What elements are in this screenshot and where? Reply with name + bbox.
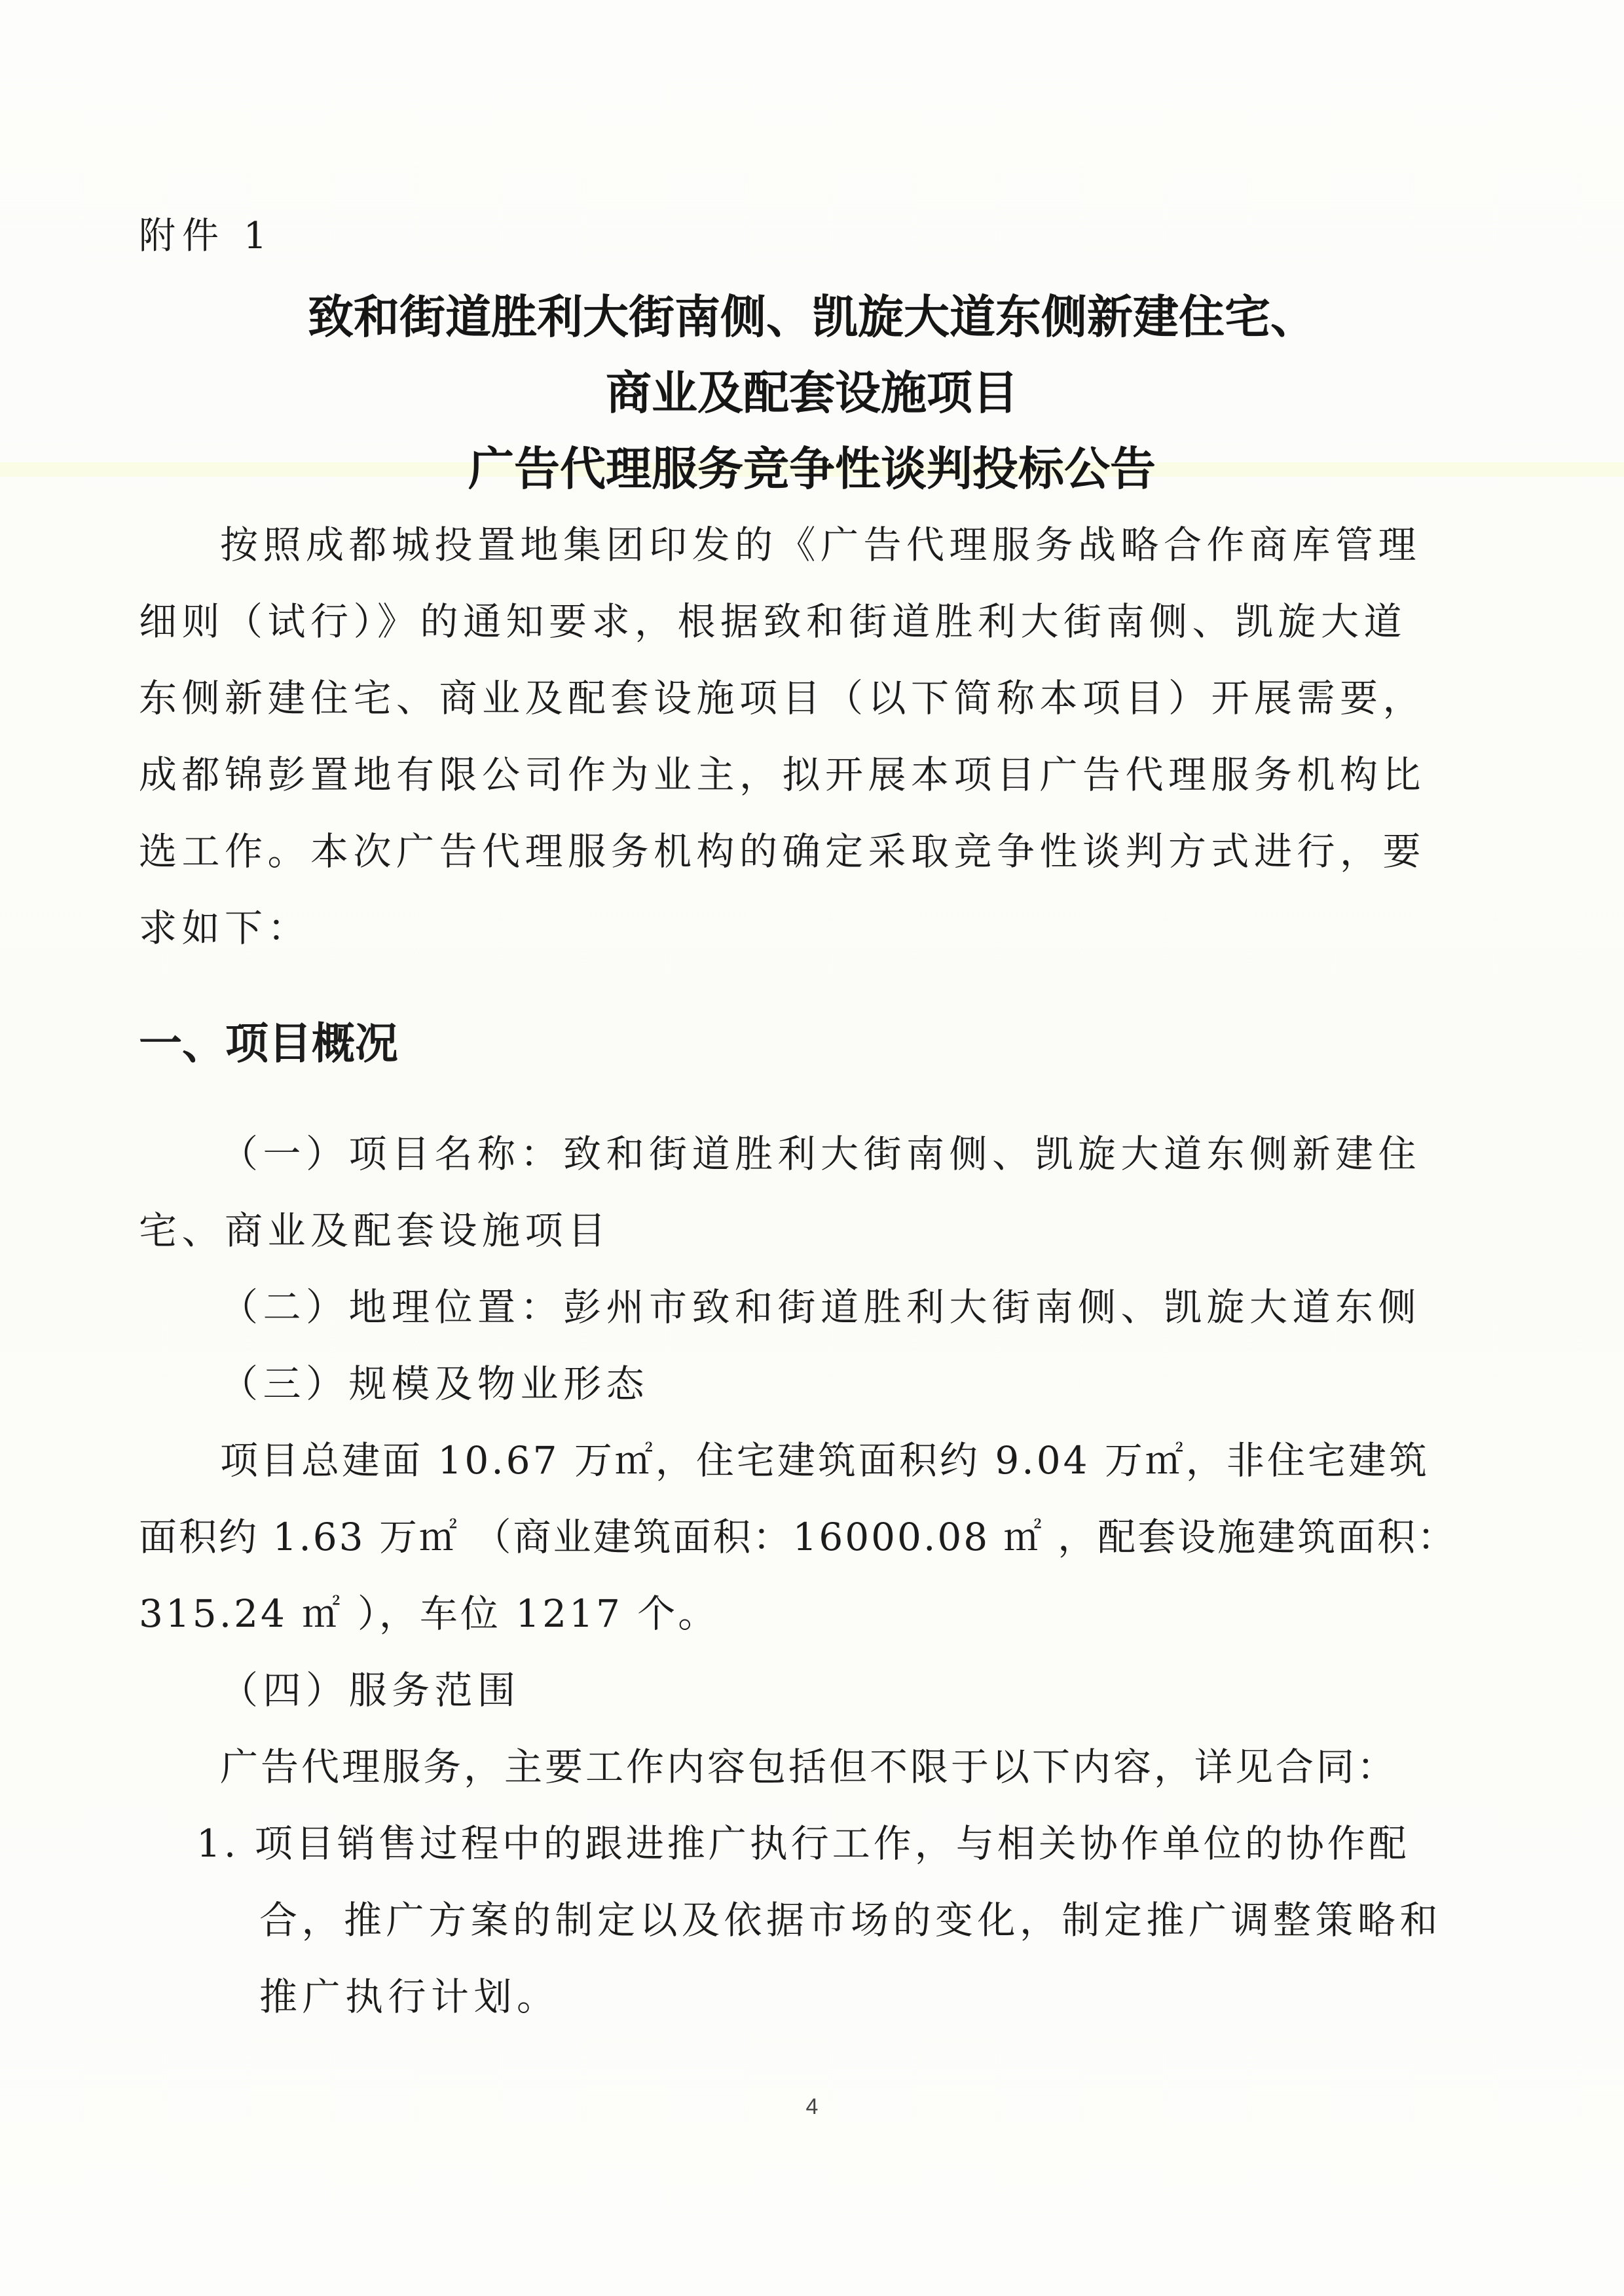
body-line-7: 315.24 ㎡ ），车位 1217 个。 (139, 1591, 719, 1636)
title-line-3: 广告代理服务竞争性谈判投标公告 (468, 442, 1156, 496)
body-line-3: （二）地理位置：彭州市致和街道胜利大街南侧、凯旋大道东侧 (220, 1285, 1422, 1329)
attachment-label: 附件 1 (139, 215, 274, 257)
body-line-12: 推广执行计划。 (259, 1974, 560, 2019)
body-line-4: （三）规模及物业形态 (220, 1361, 650, 1406)
intro-line-6: 求如下： (139, 906, 311, 950)
body-line-10: 1. 项目销售过程中的跟进推广执行工作，与相关协作单位的协作配 (196, 1821, 1410, 1866)
intro-line-2: 细则（试行）》的通知要求，根据致和街道胜利大街南侧、凯旋大道 (139, 599, 1407, 644)
intro-line-4: 成都锦彭置地有限公司作为业主，拟开展本项目广告代理服务机构比 (139, 752, 1426, 797)
body-line-9: 广告代理服务，主要工作内容包括但不限于以下内容，详见合同： (220, 1745, 1398, 1789)
title-line-1: 致和街道胜利大街南侧、凯旋大道东侧新建住宅、 (308, 290, 1316, 344)
body-line-5: 项目总建面 10.67 万㎡，住宅建筑面积约 9.04 万㎡，非住宅建筑 (220, 1438, 1430, 1483)
title-line-2: 商业及配套设施项目 (606, 366, 1018, 420)
body-line-1: （一）项目名称：致和街道胜利大街南侧、凯旋大道东侧新建住 (220, 1132, 1422, 1176)
page-number: 4 (805, 2094, 819, 2119)
section-heading: 一、项目概况 (139, 1018, 398, 1069)
intro-line-1: 按照成都城投置地集团印发的《广告代理服务战略合作商库管理 (220, 523, 1422, 567)
body-line-6: 面积约 1.63 万㎡ （商业建筑面积：16000.08 ㎡ ，配套设施建筑面积： (139, 1515, 1458, 1559)
body-line-2: 宅、商业及配套设施项目 (139, 1208, 611, 1253)
intro-line-3: 东侧新建住宅、商业及配套设施项目（以下简称本项目）开展需要， (139, 676, 1426, 720)
body-line-11: 合，推广方案的制定以及依据市场的变化，制定推广调整策略和 (259, 1898, 1443, 1942)
body-line-8: （四）服务范围 (220, 1668, 521, 1713)
intro-line-5: 选工作。本次广告代理服务机构的确定采取竞争性谈判方式进行，要 (139, 829, 1426, 874)
